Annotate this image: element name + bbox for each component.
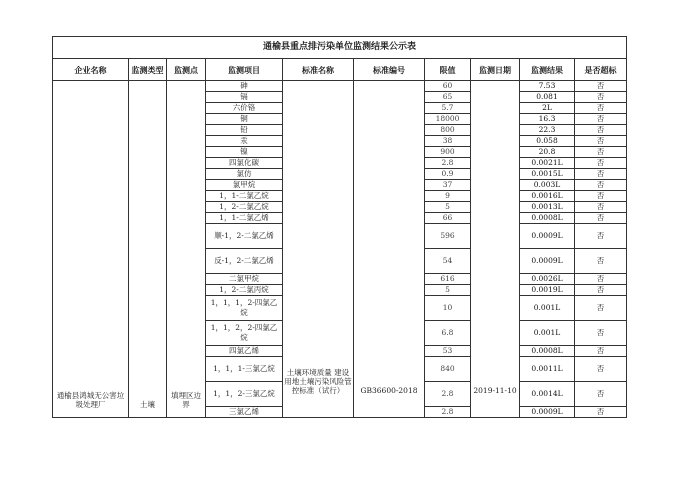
result-cell: 0.0009L bbox=[520, 249, 575, 274]
monitoring-item-cell: 铅 bbox=[206, 125, 283, 136]
exceed-flag-cell: 否 bbox=[575, 202, 627, 213]
limit-cell: 53 bbox=[425, 346, 471, 357]
standard-name-cell: 土壤环境质量 建设用地土壤污染风险管控标准（试行） bbox=[283, 81, 354, 418]
limit-cell: 18000 bbox=[425, 114, 471, 125]
result-cell: 0.0021L bbox=[520, 158, 575, 169]
result-cell: 0.0013L bbox=[520, 202, 575, 213]
limit-cell: 10 bbox=[425, 296, 471, 321]
exceed-flag-cell: 否 bbox=[575, 407, 627, 418]
result-cell: 0.0011L bbox=[520, 357, 575, 382]
result-cell: 2L bbox=[520, 103, 575, 114]
header-limit: 限值 bbox=[425, 59, 471, 81]
limit-cell: 0.9 bbox=[425, 169, 471, 180]
monitoring-item-cell: 1，2-二氯乙烷 bbox=[206, 202, 283, 213]
header-point: 监测点 bbox=[167, 59, 206, 81]
exceed-flag-cell: 否 bbox=[575, 249, 627, 274]
limit-cell: 37 bbox=[425, 180, 471, 191]
limit-cell: 38 bbox=[425, 136, 471, 147]
header-result: 监测结果 bbox=[520, 59, 575, 81]
monitoring-type-cell: 土壤 bbox=[129, 81, 167, 418]
exceed-flag-cell: 否 bbox=[575, 180, 627, 191]
monitoring-item-cell: 铜 bbox=[206, 114, 283, 125]
result-cell: 0.001L bbox=[520, 296, 575, 321]
result-cell: 20.8 bbox=[520, 147, 575, 158]
limit-cell: 596 bbox=[425, 224, 471, 249]
exceed-flag-cell: 否 bbox=[575, 382, 627, 407]
table-row bbox=[53, 81, 627, 92]
monitoring-item-cell: 顺-1，2-二氯乙烯 bbox=[206, 224, 283, 249]
result-cell: 0.0014L bbox=[520, 382, 575, 407]
monitoring-item-cell: 1，1，2-三氯乙烷 bbox=[206, 382, 283, 407]
monitoring-item-cell: 1，1，1-三氯乙烷 bbox=[206, 357, 283, 382]
exceed-flag-cell: 否 bbox=[575, 191, 627, 202]
header-company: 企业名称 bbox=[53, 59, 129, 81]
result-cell: 0.0008L bbox=[520, 346, 575, 357]
result-cell: 0.081 bbox=[520, 92, 575, 103]
exceed-flag-cell: 否 bbox=[575, 321, 627, 346]
monitoring-item-cell: 镍 bbox=[206, 147, 283, 158]
exceed-flag-cell: 否 bbox=[575, 346, 627, 357]
limit-cell: 800 bbox=[425, 125, 471, 136]
monitoring-item-cell: 六价铬 bbox=[206, 103, 283, 114]
limit-cell: 2.8 bbox=[425, 407, 471, 418]
table-title: 通榆县重点排污染单位监测结果公示表 bbox=[53, 37, 627, 59]
limit-cell: 66 bbox=[425, 213, 471, 224]
exceed-flag-cell: 否 bbox=[575, 357, 627, 382]
result-cell: 0.0019L bbox=[520, 285, 575, 296]
monitoring-results-table bbox=[52, 36, 627, 418]
exceed-flag-cell: 否 bbox=[575, 285, 627, 296]
document bbox=[52, 36, 626, 418]
monitoring-item-cell: 1，1-二氯乙烯 bbox=[206, 213, 283, 224]
result-cell: 16.3 bbox=[520, 114, 575, 125]
exceed-flag-cell: 否 bbox=[575, 81, 627, 92]
result-cell: 7.53 bbox=[520, 81, 575, 92]
result-cell: 0.0015L bbox=[520, 169, 575, 180]
exceed-flag-cell: 否 bbox=[575, 274, 627, 285]
exceed-flag-cell: 否 bbox=[575, 169, 627, 180]
result-cell: 0.0009L bbox=[520, 407, 575, 418]
limit-cell: 60 bbox=[425, 81, 471, 92]
exceed-flag-cell: 否 bbox=[575, 103, 627, 114]
monitoring-item-cell: 二氯甲烷 bbox=[206, 274, 283, 285]
standard-number-cell: GB36600-2018 bbox=[354, 81, 425, 418]
result-cell: 0.0026L bbox=[520, 274, 575, 285]
exceed-flag-cell: 否 bbox=[575, 213, 627, 224]
company-name-cell: 通榆县鸿城无公害垃圾处理厂 bbox=[53, 81, 129, 418]
limit-cell: 2.8 bbox=[425, 158, 471, 169]
monitoring-item-cell: 1，1-二氯乙烷 bbox=[206, 191, 283, 202]
monitoring-item-cell: 1，2-二氯丙烷 bbox=[206, 285, 283, 296]
result-cell: 22.3 bbox=[520, 125, 575, 136]
result-cell: 0.001L bbox=[520, 321, 575, 346]
header-exceed: 是否超标 bbox=[575, 59, 627, 81]
monitoring-item-cell: 氯仿 bbox=[206, 169, 283, 180]
exceed-flag-cell: 否 bbox=[575, 158, 627, 169]
monitoring-item-cell: 四氯乙烯 bbox=[206, 346, 283, 357]
exceed-flag-cell: 否 bbox=[575, 224, 627, 249]
exceed-flag-cell: 否 bbox=[575, 92, 627, 103]
monitoring-item-cell: 氯甲烷 bbox=[206, 180, 283, 191]
limit-cell: 840 bbox=[425, 357, 471, 382]
exceed-flag-cell: 否 bbox=[575, 296, 627, 321]
limit-cell: 616 bbox=[425, 274, 471, 285]
monitoring-date-cell: 2019-11-10 bbox=[471, 81, 520, 418]
limit-cell: 9 bbox=[425, 191, 471, 202]
monitoring-point-cell: 填埋区边界 bbox=[167, 81, 206, 418]
header-type: 监测类型 bbox=[129, 59, 167, 81]
exceed-flag-cell: 否 bbox=[575, 147, 627, 158]
monitoring-item-cell: 反-1，2-二氯乙烯 bbox=[206, 249, 283, 274]
header-standard-name: 标准名称 bbox=[283, 59, 354, 81]
header-date: 监测日期 bbox=[471, 59, 520, 81]
limit-cell: 5 bbox=[425, 285, 471, 296]
monitoring-item-cell: 1，1，2，2-四氯乙烷 bbox=[206, 321, 283, 346]
monitoring-item-cell: 四氯化碳 bbox=[206, 158, 283, 169]
limit-cell: 5 bbox=[425, 202, 471, 213]
result-cell: 0.0009L bbox=[520, 224, 575, 249]
result-cell: 0.003L bbox=[520, 180, 575, 191]
limit-cell: 54 bbox=[425, 249, 471, 274]
monitoring-item-cell: 汞 bbox=[206, 136, 283, 147]
table-body bbox=[53, 81, 627, 418]
limit-cell: 900 bbox=[425, 147, 471, 158]
monitoring-item-cell: 镉 bbox=[206, 92, 283, 103]
exceed-flag-cell: 否 bbox=[575, 125, 627, 136]
result-cell: 0.0016L bbox=[520, 191, 575, 202]
limit-cell: 6.8 bbox=[425, 321, 471, 346]
header-row bbox=[53, 59, 627, 81]
header-item: 监测项目 bbox=[206, 59, 283, 81]
monitoring-item-cell: 砷 bbox=[206, 81, 283, 92]
monitoring-item-cell: 三氯乙烯 bbox=[206, 407, 283, 418]
monitoring-item-cell: 1，1，1，2-四氯乙烷 bbox=[206, 296, 283, 321]
header-standard-no: 标准编号 bbox=[354, 59, 425, 81]
result-cell: 0.058 bbox=[520, 136, 575, 147]
limit-cell: 2.8 bbox=[425, 382, 471, 407]
exceed-flag-cell: 否 bbox=[575, 114, 627, 125]
limit-cell: 65 bbox=[425, 92, 471, 103]
limit-cell: 5.7 bbox=[425, 103, 471, 114]
exceed-flag-cell: 否 bbox=[575, 136, 627, 147]
result-cell: 0.0008L bbox=[520, 213, 575, 224]
